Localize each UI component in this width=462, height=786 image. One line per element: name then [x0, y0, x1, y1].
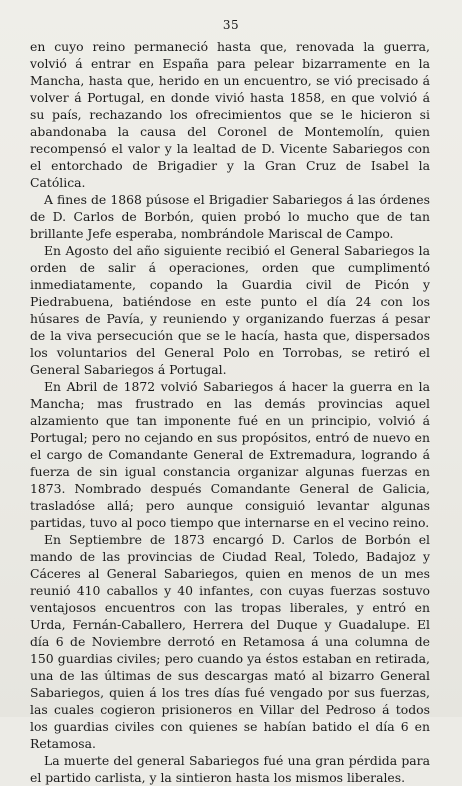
paragraph: En Septiembre de 1873 encargó D. Carlos de Borbón el mando de las provincias de Ciudad Real, Toledo, Badajoz y Cáceres al General Sabariegos, quien en menos de un mes reunió 410 caballos y 40 infantes, con cuyas fuerzas sostuvo ventajosos encuentros con las tropas liberales, y entró en Urda, Fernán-Caballero, Herrera del Duque y Guadalupe. El día 6 de Noviembre derrotó en Retamosa á una columna de 150 guardias civiles; pero cuando ya éstos estaban en retirada, una de las últimas de sus descargas mató al bizarro General Sabariegos, quien á los tres días fué vengado por sus fuerzas, las cuales cogieron prisioneros en Villar del Pedroso á todos los guardias civiles con quienes se habían batido el día 6 en Retamosa. — [30, 532, 430, 751]
page-number: 35 — [222, 18, 240, 32]
paragraph: La muerte del general Sabariegos fué una gran pérdida para el partido carlista, y la sintieron hasta los mismos liberales. — [30, 753, 430, 785]
body-text — [30, 38, 430, 786]
paragraph-continued: en cuyo reino permaneció hasta que, renovada la guerra, volvió á entrar en España para pelear bizarramente en la Mancha, hasta que, herido en un encuentro, se vió precisado á volver á Portugal, en donde vivió hasta 1858, en que volvió á su país, rechazando los ofrecimientos que se le hicieron si abandonaba la causa del Coronel de Montemolín, quien recompensó el valor y la lealtad de D. Vicente Sabariegos con el entorchado de Brigadier y la Gran Cruz de Isabel la Católica. — [30, 39, 430, 190]
paragraph: En Agosto del año siguiente recibió el General Sabariegos la orden de salir á operaciones, orden que cumplimentó inmediatamente, copando la Guardia civil de Picón y Piedrabuena, batiéndose en este punto el día 24 con los húsares de Pavía, y reuniendo y organizando fuerzas á pesar de la viva persecución que se le hacía, hasta que, dispersados los voluntarios del General Polo en Torrobas, se retiró el General Sabariegos á Portugal. — [30, 243, 430, 377]
paragraph: A fines de 1868 púsose el Brigadier Sabariegos á las órdenes de D. Carlos de Borbón, quien probó lo mucho que de tan brillante Jefe esperaba, nombrándole Mariscal de Campo. — [30, 192, 430, 241]
paragraph: En Abril de 1872 volvió Sabariegos á hacer la guerra en la Mancha; mas frustrado en las demás provincias aquel alzamiento que tan imponente fué en un principio, volvió á Portugal; pero no cejando en sus propósitos, entró de nuevo en el cargo de Comandante General de Extremadura, logrando á fuerza de sin igual constancia organizar algunas fuerzas en 1873. Nombrado después Comandante General de Galicia, trasladóse allá; pero aunque consiguió levantar algunas partidas, tuvo al poco tiempo que internarse en el vecino reino. — [30, 379, 430, 530]
